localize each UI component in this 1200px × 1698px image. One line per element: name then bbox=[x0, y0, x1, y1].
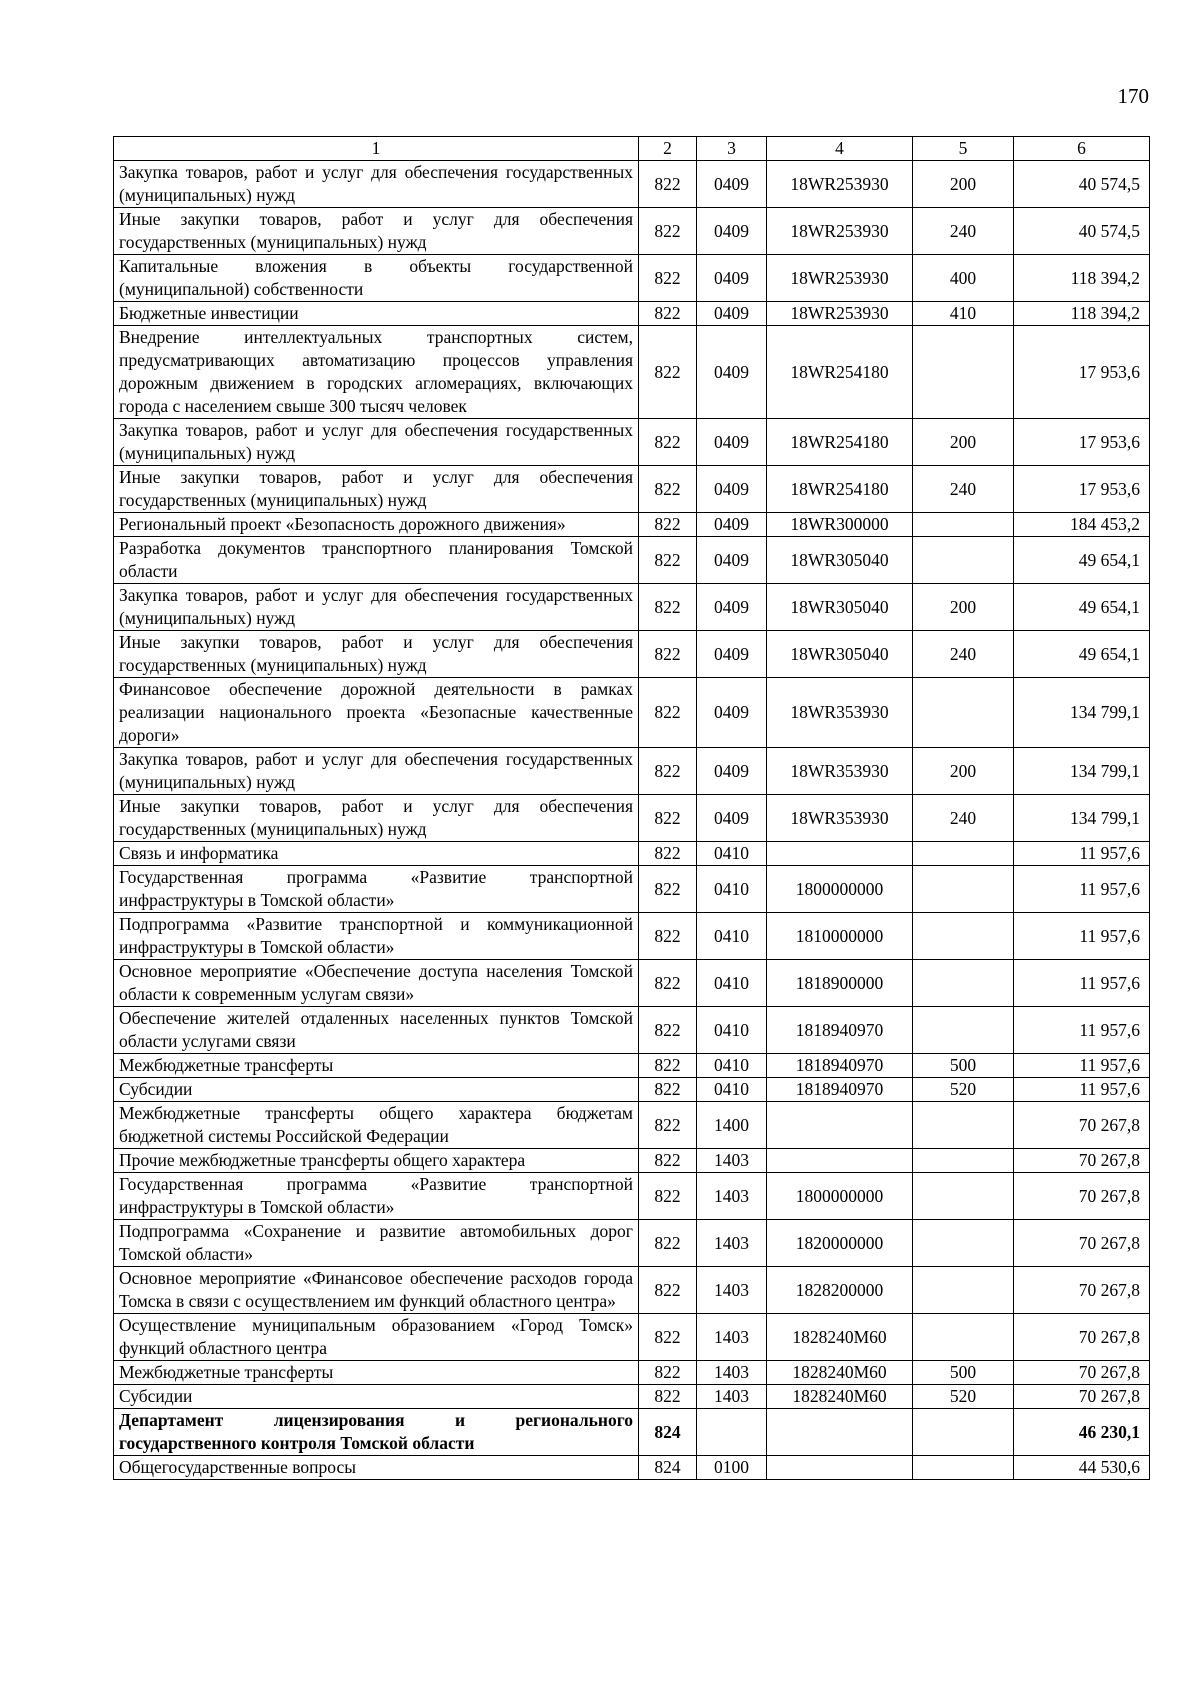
row-grbs-cell: 822 bbox=[639, 161, 697, 208]
column-header: 6 bbox=[1014, 137, 1150, 161]
row-expense-type-cell: 240 bbox=[913, 631, 1014, 678]
budget-table bbox=[113, 136, 1150, 1480]
row-expense-type-cell: 500 bbox=[913, 1054, 1014, 1078]
row-target-article-cell: 18WR253930 bbox=[767, 161, 913, 208]
row-expense-type-cell: 240 bbox=[913, 795, 1014, 842]
row-name-cell: Субсидии bbox=[114, 1078, 639, 1102]
row-sum-cell: 11 957,6 bbox=[1014, 1078, 1150, 1102]
row-sum-cell: 46 230,1 bbox=[1014, 1409, 1150, 1456]
row-sum-cell: 17 953,6 bbox=[1014, 419, 1150, 466]
row-sum-cell: 118 394,2 bbox=[1014, 255, 1150, 302]
row-expense-type-cell: 520 bbox=[913, 1078, 1014, 1102]
table-row bbox=[114, 1385, 1150, 1409]
row-expense-type-cell: 240 bbox=[913, 208, 1014, 255]
row-name-cell: Прочие межбюджетные трансферты общего характера bbox=[114, 1149, 639, 1173]
row-expense-type-cell bbox=[913, 513, 1014, 537]
row-sum-cell: 134 799,1 bbox=[1014, 748, 1150, 795]
row-name-cell: Связь и информатика bbox=[114, 842, 639, 866]
row-section-cell: 0409 bbox=[697, 537, 767, 584]
row-name-cell: Иные закупки товаров, работ и услуг для обеспечения государственных (муниципальных) нужд bbox=[114, 208, 639, 255]
table-row bbox=[114, 208, 1150, 255]
row-grbs-cell: 822 bbox=[639, 584, 697, 631]
table-row bbox=[114, 466, 1150, 513]
row-grbs-cell: 822 bbox=[639, 1102, 697, 1149]
row-name-cell: Закупка товаров, работ и услуг для обеспечения государственных (муниципальных) нужд bbox=[114, 419, 639, 466]
row-target-article-cell: 1820000000 bbox=[767, 1220, 913, 1267]
table-row bbox=[114, 1054, 1150, 1078]
row-grbs-cell: 822 bbox=[639, 326, 697, 419]
row-target-article-cell: 1828200000 bbox=[767, 1267, 913, 1314]
row-name-cell: Закупка товаров, работ и услуг для обеспечения государственных (муниципальных) нужд bbox=[114, 584, 639, 631]
row-target-article-cell bbox=[767, 1102, 913, 1149]
table-row bbox=[114, 1456, 1150, 1480]
row-expense-type-cell bbox=[913, 1173, 1014, 1220]
row-name-cell: Разработка документов транспортного планирования Томской области bbox=[114, 537, 639, 584]
row-name-cell: Осуществление муниципальным образованием «Город Томск» функций областного центра bbox=[114, 1314, 639, 1361]
row-target-article-cell: 1800000000 bbox=[767, 1173, 913, 1220]
table-row bbox=[114, 795, 1150, 842]
row-name-cell: Государственная программа «Развитие транспортной инфраструктуры в Томской области» bbox=[114, 866, 639, 913]
row-name-cell: Подпрограмма «Развитие транспортной и коммуникационной инфраструктуры в Томской области» bbox=[114, 913, 639, 960]
row-grbs-cell: 822 bbox=[639, 208, 697, 255]
row-expense-type-cell bbox=[913, 1220, 1014, 1267]
row-name-cell: Межбюджетные трансферты bbox=[114, 1361, 639, 1385]
row-section-cell: 0409 bbox=[697, 302, 767, 326]
row-target-article-cell bbox=[767, 1456, 913, 1480]
row-sum-cell: 49 654,1 bbox=[1014, 631, 1150, 678]
row-target-article-cell: 1818940970 bbox=[767, 1054, 913, 1078]
table-row bbox=[114, 1314, 1150, 1361]
table-row bbox=[114, 1220, 1150, 1267]
row-expense-type-cell bbox=[913, 537, 1014, 584]
row-grbs-cell: 822 bbox=[639, 748, 697, 795]
row-name-cell: Подпрограмма «Сохранение и развитие автомобильных дорог Томской области» bbox=[114, 1220, 639, 1267]
row-expense-type-cell bbox=[913, 1314, 1014, 1361]
table-row bbox=[114, 1361, 1150, 1385]
row-sum-cell: 17 953,6 bbox=[1014, 466, 1150, 513]
row-section-cell: 1403 bbox=[697, 1314, 767, 1361]
row-section-cell: 1400 bbox=[697, 1102, 767, 1149]
row-grbs-cell: 824 bbox=[639, 1409, 697, 1456]
row-target-article-cell: 1818940970 bbox=[767, 1007, 913, 1054]
row-expense-type-cell: 520 bbox=[913, 1385, 1014, 1409]
row-expense-type-cell bbox=[913, 842, 1014, 866]
row-grbs-cell: 822 bbox=[639, 960, 697, 1007]
table-row bbox=[114, 1007, 1150, 1054]
row-target-article-cell: 18WR300000 bbox=[767, 513, 913, 537]
row-section-cell: 0410 bbox=[697, 913, 767, 960]
row-expense-type-cell bbox=[913, 1456, 1014, 1480]
row-grbs-cell: 822 bbox=[639, 913, 697, 960]
row-section-cell: 0409 bbox=[697, 161, 767, 208]
row-target-article-cell: 1810000000 bbox=[767, 913, 913, 960]
row-section-cell: 0409 bbox=[697, 513, 767, 537]
table-row bbox=[114, 866, 1150, 913]
row-name-cell: Иные закупки товаров, работ и услуг для обеспечения государственных (муниципальных) нужд bbox=[114, 631, 639, 678]
row-grbs-cell: 822 bbox=[639, 1314, 697, 1361]
row-sum-cell: 134 799,1 bbox=[1014, 795, 1150, 842]
row-expense-type-cell bbox=[913, 960, 1014, 1007]
row-name-cell: Государственная программа «Развитие транспортной инфраструктуры в Томской области» bbox=[114, 1173, 639, 1220]
row-expense-type-cell bbox=[913, 866, 1014, 913]
row-sum-cell: 11 957,6 bbox=[1014, 842, 1150, 866]
row-section-cell: 1403 bbox=[697, 1220, 767, 1267]
row-sum-cell: 70 267,8 bbox=[1014, 1385, 1150, 1409]
column-header: 5 bbox=[913, 137, 1014, 161]
table-header-row bbox=[114, 137, 1150, 161]
row-target-article-cell: 1828240М60 bbox=[767, 1361, 913, 1385]
row-expense-type-cell: 200 bbox=[913, 419, 1014, 466]
row-sum-cell: 70 267,8 bbox=[1014, 1102, 1150, 1149]
row-target-article-cell: 18WR254180 bbox=[767, 326, 913, 419]
column-header: 3 bbox=[697, 137, 767, 161]
row-grbs-cell: 822 bbox=[639, 1078, 697, 1102]
row-section-cell: 0100 bbox=[697, 1456, 767, 1480]
row-name-cell: Межбюджетные трансферты общего характера бюджетам бюджетной системы Российской Федерации bbox=[114, 1102, 639, 1149]
row-section-cell: 0409 bbox=[697, 678, 767, 748]
row-target-article-cell: 1828240М60 bbox=[767, 1314, 913, 1361]
row-sum-cell: 70 267,8 bbox=[1014, 1173, 1150, 1220]
row-section-cell bbox=[697, 1409, 767, 1456]
table-row bbox=[114, 631, 1150, 678]
row-grbs-cell: 822 bbox=[639, 513, 697, 537]
row-section-cell: 0410 bbox=[697, 866, 767, 913]
row-target-article-cell: 1818900000 bbox=[767, 960, 913, 1007]
table-row bbox=[114, 1409, 1150, 1456]
row-grbs-cell: 822 bbox=[639, 1385, 697, 1409]
row-sum-cell: 11 957,6 bbox=[1014, 1054, 1150, 1078]
row-expense-type-cell: 200 bbox=[913, 748, 1014, 795]
row-sum-cell: 70 267,8 bbox=[1014, 1220, 1150, 1267]
table-row bbox=[114, 584, 1150, 631]
row-grbs-cell: 822 bbox=[639, 302, 697, 326]
table-row bbox=[114, 960, 1150, 1007]
row-expense-type-cell: 500 bbox=[913, 1361, 1014, 1385]
row-grbs-cell: 822 bbox=[639, 842, 697, 866]
row-section-cell: 0410 bbox=[697, 842, 767, 866]
table-row bbox=[114, 255, 1150, 302]
table-row bbox=[114, 302, 1150, 326]
row-sum-cell: 11 957,6 bbox=[1014, 960, 1150, 1007]
row-sum-cell: 11 957,6 bbox=[1014, 866, 1150, 913]
row-name-cell: Закупка товаров, работ и услуг для обеспечения государственных (муниципальных) нужд bbox=[114, 748, 639, 795]
row-name-cell: Субсидии bbox=[114, 1385, 639, 1409]
table-row bbox=[114, 913, 1150, 960]
row-sum-cell: 40 574,5 bbox=[1014, 208, 1150, 255]
row-section-cell: 0410 bbox=[697, 1078, 767, 1102]
row-grbs-cell: 822 bbox=[639, 1173, 697, 1220]
table-row bbox=[114, 161, 1150, 208]
column-header: 1 bbox=[114, 137, 639, 161]
row-name-cell: Региональный проект «Безопасность дорожного движения» bbox=[114, 513, 639, 537]
row-grbs-cell: 822 bbox=[639, 866, 697, 913]
row-target-article-cell: 18WR253930 bbox=[767, 302, 913, 326]
row-grbs-cell: 822 bbox=[639, 678, 697, 748]
row-target-article-cell bbox=[767, 1409, 913, 1456]
table-row bbox=[114, 1267, 1150, 1314]
row-grbs-cell: 822 bbox=[639, 1361, 697, 1385]
row-name-cell: Бюджетные инвестиции bbox=[114, 302, 639, 326]
row-sum-cell: 11 957,6 bbox=[1014, 913, 1150, 960]
row-name-cell: Межбюджетные трансферты bbox=[114, 1054, 639, 1078]
row-grbs-cell: 822 bbox=[639, 466, 697, 513]
row-target-article-cell: 18WR353930 bbox=[767, 748, 913, 795]
row-expense-type-cell bbox=[913, 1409, 1014, 1456]
row-name-cell: Общегосударственные вопросы bbox=[114, 1456, 639, 1480]
row-expense-type-cell bbox=[913, 1007, 1014, 1054]
row-grbs-cell: 822 bbox=[639, 255, 697, 302]
row-grbs-cell: 822 bbox=[639, 1054, 697, 1078]
column-header: 4 bbox=[767, 137, 913, 161]
row-name-cell: Капитальные вложения в объекты государственной (муниципальной) собственности bbox=[114, 255, 639, 302]
row-grbs-cell: 822 bbox=[639, 1007, 697, 1054]
row-grbs-cell: 822 bbox=[639, 1149, 697, 1173]
table-row bbox=[114, 748, 1150, 795]
row-sum-cell: 118 394,2 bbox=[1014, 302, 1150, 326]
row-sum-cell: 44 530,6 bbox=[1014, 1456, 1150, 1480]
row-section-cell: 1403 bbox=[697, 1361, 767, 1385]
row-sum-cell: 134 799,1 bbox=[1014, 678, 1150, 748]
row-grbs-cell: 822 bbox=[639, 1220, 697, 1267]
row-section-cell: 0409 bbox=[697, 255, 767, 302]
row-target-article-cell: 18WR254180 bbox=[767, 419, 913, 466]
row-name-cell: Закупка товаров, работ и услуг для обеспечения государственных (муниципальных) нужд bbox=[114, 161, 639, 208]
table-row bbox=[114, 1078, 1150, 1102]
row-section-cell: 0409 bbox=[697, 584, 767, 631]
table-row bbox=[114, 1102, 1150, 1149]
row-grbs-cell: 822 bbox=[639, 631, 697, 678]
row-sum-cell: 49 654,1 bbox=[1014, 537, 1150, 584]
row-sum-cell: 70 267,8 bbox=[1014, 1149, 1150, 1173]
page-number: 170 bbox=[1117, 84, 1149, 108]
row-target-article-cell: 1800000000 bbox=[767, 866, 913, 913]
table-row bbox=[114, 1149, 1150, 1173]
row-sum-cell: 49 654,1 bbox=[1014, 584, 1150, 631]
row-section-cell: 0409 bbox=[697, 631, 767, 678]
row-section-cell: 0409 bbox=[697, 466, 767, 513]
row-target-article-cell: 18WR353930 bbox=[767, 795, 913, 842]
table-row bbox=[114, 1173, 1150, 1220]
row-grbs-cell: 822 bbox=[639, 419, 697, 466]
row-section-cell: 0409 bbox=[697, 795, 767, 842]
row-target-article-cell: 18WR253930 bbox=[767, 255, 913, 302]
row-name-cell: Иные закупки товаров, работ и услуг для обеспечения государственных (муниципальных) нужд bbox=[114, 466, 639, 513]
table-row bbox=[114, 513, 1150, 537]
row-sum-cell: 40 574,5 bbox=[1014, 161, 1150, 208]
row-name-cell: Внедрение интеллектуальных транспортных систем, предусматривающих автоматизацию процессов управления дорожным движением в городских агломерациях, включающих города с населением свыше 300 тысяч человек bbox=[114, 326, 639, 419]
row-target-article-cell: 1818940970 bbox=[767, 1078, 913, 1102]
row-sum-cell: 17 953,6 bbox=[1014, 326, 1150, 419]
row-expense-type-cell bbox=[913, 913, 1014, 960]
column-header: 2 bbox=[639, 137, 697, 161]
row-expense-type-cell: 410 bbox=[913, 302, 1014, 326]
row-target-article-cell: 18WR305040 bbox=[767, 537, 913, 584]
row-target-article-cell: 18WR254180 bbox=[767, 466, 913, 513]
row-sum-cell: 70 267,8 bbox=[1014, 1361, 1150, 1385]
row-section-cell: 0409 bbox=[697, 419, 767, 466]
row-expense-type-cell: 240 bbox=[913, 466, 1014, 513]
row-name-cell: Иные закупки товаров, работ и услуг для обеспечения государственных (муниципальных) нужд bbox=[114, 795, 639, 842]
row-sum-cell: 11 957,6 bbox=[1014, 1007, 1150, 1054]
row-section-cell: 1403 bbox=[697, 1267, 767, 1314]
row-name-cell: Основное мероприятие «Финансовое обеспечение расходов города Томска в связи с осуществлением им функций областного центра» bbox=[114, 1267, 639, 1314]
row-sum-cell: 70 267,8 bbox=[1014, 1267, 1150, 1314]
row-expense-type-cell: 200 bbox=[913, 584, 1014, 631]
row-expense-type-cell: 400 bbox=[913, 255, 1014, 302]
row-expense-type-cell bbox=[913, 1149, 1014, 1173]
row-grbs-cell: 824 bbox=[639, 1456, 697, 1480]
row-expense-type-cell bbox=[913, 326, 1014, 419]
row-name-cell: Основное мероприятие «Обеспечение доступа населения Томской области к современным услугам связи» bbox=[114, 960, 639, 1007]
table-row bbox=[114, 326, 1150, 419]
row-section-cell: 1403 bbox=[697, 1173, 767, 1220]
row-target-article-cell: 18WR353930 bbox=[767, 678, 913, 748]
row-expense-type-cell bbox=[913, 678, 1014, 748]
row-section-cell: 0409 bbox=[697, 208, 767, 255]
row-grbs-cell: 822 bbox=[639, 1267, 697, 1314]
row-expense-type-cell: 200 bbox=[913, 161, 1014, 208]
row-sum-cell: 70 267,8 bbox=[1014, 1314, 1150, 1361]
row-target-article-cell: 1828240М60 bbox=[767, 1385, 913, 1409]
row-name-cell: Департамент лицензирования и регионального государственного контроля Томской области bbox=[114, 1409, 639, 1456]
table-row bbox=[114, 678, 1150, 748]
row-expense-type-cell bbox=[913, 1102, 1014, 1149]
row-section-cell: 0409 bbox=[697, 748, 767, 795]
row-grbs-cell: 822 bbox=[639, 795, 697, 842]
row-section-cell: 1403 bbox=[697, 1149, 767, 1173]
row-sum-cell: 184 453,2 bbox=[1014, 513, 1150, 537]
row-name-cell: Финансовое обеспечение дорожной деятельности в рамках реализации национального проекта «Безопасные качественные дороги» bbox=[114, 678, 639, 748]
row-target-article-cell: 18WR305040 bbox=[767, 584, 913, 631]
row-expense-type-cell bbox=[913, 1267, 1014, 1314]
row-target-article-cell: 18WR305040 bbox=[767, 631, 913, 678]
table-row bbox=[114, 842, 1150, 866]
row-section-cell: 0410 bbox=[697, 960, 767, 1007]
table-row bbox=[114, 419, 1150, 466]
row-section-cell: 1403 bbox=[697, 1385, 767, 1409]
row-section-cell: 0410 bbox=[697, 1007, 767, 1054]
row-name-cell: Обеспечение жителей отдаленных населенных пунктов Томской области услугами связи bbox=[114, 1007, 639, 1054]
row-target-article-cell bbox=[767, 842, 913, 866]
row-grbs-cell: 822 bbox=[639, 537, 697, 584]
row-target-article-cell bbox=[767, 1149, 913, 1173]
row-section-cell: 0409 bbox=[697, 326, 767, 419]
row-target-article-cell: 18WR253930 bbox=[767, 208, 913, 255]
row-section-cell: 0410 bbox=[697, 1054, 767, 1078]
table-row bbox=[114, 537, 1150, 584]
